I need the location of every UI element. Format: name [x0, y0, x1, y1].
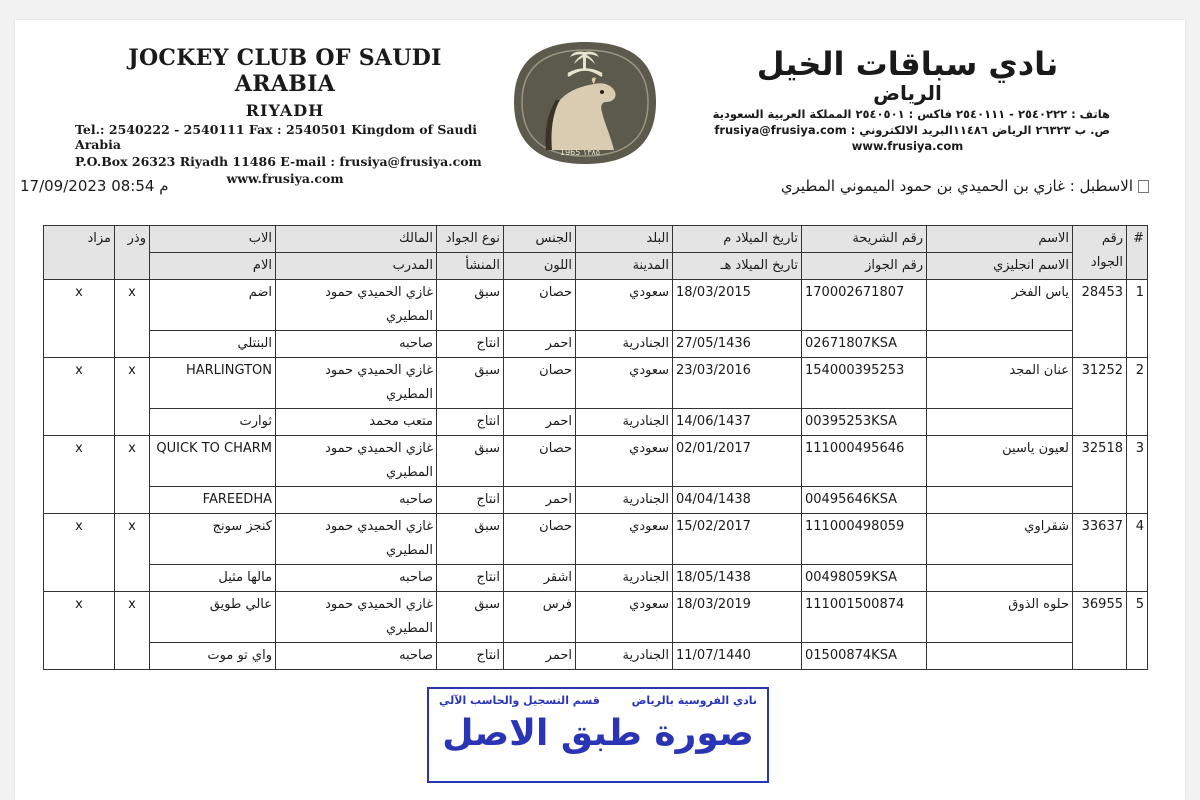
stable-label: [781, 177, 1149, 195]
col-country: البلد: [576, 226, 673, 253]
cell-gender: حصان: [504, 436, 576, 487]
website-ar: www.frusiya.com: [851, 139, 964, 153]
col-origin: المنشأ: [437, 253, 504, 280]
cell-trainer: صاحبه: [276, 565, 437, 592]
cell-color: احمر: [504, 643, 576, 670]
club-title-ar: نادي سباقات الخيل: [756, 45, 1059, 83]
cell-sire: اضم: [150, 280, 276, 331]
cell-trainer: صاحبه: [276, 331, 437, 358]
document-page: [15, 20, 1185, 800]
col-birth-h: تاريخ الميلاد هـ: [673, 253, 802, 280]
cell-name-en: [927, 565, 1073, 592]
cell-type: سبق: [437, 592, 504, 643]
cell-horse-number: 33637: [1073, 514, 1127, 592]
cell-type: سبق: [437, 280, 504, 331]
col-auction: مزاد: [44, 226, 115, 280]
cell-auction: x: [44, 592, 115, 670]
cell-birth-h: 18/05/1438: [673, 565, 802, 592]
cell-name-en: [927, 331, 1073, 358]
cell-name-en: [927, 487, 1073, 514]
cell-color: احمر: [504, 331, 576, 358]
table-row-sub: [44, 331, 1148, 358]
cell-type: سبق: [437, 436, 504, 487]
cell-color: اشقر: [504, 565, 576, 592]
cell-name: حلوه الذوق: [927, 592, 1073, 643]
col-gender: الجنس: [504, 226, 576, 253]
cell-chip: 170002671807: [802, 280, 927, 331]
table-row: [44, 592, 1148, 643]
cell-wathr: x: [115, 592, 150, 670]
cell-name: لعيون ياسين: [927, 436, 1073, 487]
col-passport: رقم الجواز: [802, 253, 927, 280]
club-city-ar: الرياض: [873, 81, 942, 105]
cell-sire: HARLINGTON: [150, 358, 276, 409]
cell-gender: حصان: [504, 514, 576, 565]
contact-line-ar-2: ص. ب ٢٦٣٢٣ الرياض ١١٤٨٦البريد الالكتروني : frusiya@frusiya.com: [714, 123, 1110, 137]
cell-type: سبق: [437, 514, 504, 565]
table-row-sub: [44, 643, 1148, 670]
col-type: نوع الجواد: [437, 226, 504, 253]
cell-birth-g: 18/03/2015: [673, 280, 802, 331]
cell-dam: واي تو موت: [150, 643, 276, 670]
cell-sire: عالي طويق: [150, 592, 276, 643]
club-city-en: RIYADH: [245, 101, 325, 120]
cell-horse-number: 36955: [1073, 592, 1127, 670]
cell-birth-g: 15/02/2017: [673, 514, 802, 565]
cell-name: شقراوي: [927, 514, 1073, 565]
cell-color: احمر: [504, 409, 576, 436]
cell-wathr: x: [115, 280, 150, 358]
table-row: [44, 436, 1148, 487]
col-horse-number: رقم الجواد: [1073, 226, 1127, 280]
cell-auction: x: [44, 358, 115, 436]
cell-city: الجنادرية: [576, 565, 673, 592]
cell-birth-h: 04/04/1438: [673, 487, 802, 514]
cell-origin: انتاج: [437, 643, 504, 670]
cell-name: عنان المجد: [927, 358, 1073, 409]
col-trainer: المدرب: [276, 253, 437, 280]
cell-index: 5: [1127, 592, 1148, 670]
col-chip: رقم الشريحة: [802, 226, 927, 253]
col-color: اللون: [504, 253, 576, 280]
table-row-sub: [44, 409, 1148, 436]
table-row: [44, 358, 1148, 409]
col-owner: المالك: [276, 226, 437, 253]
cell-origin: انتاج: [437, 565, 504, 592]
cell-trainer: صاحبه: [276, 487, 437, 514]
cell-gender: حصان: [504, 280, 576, 331]
cell-city: الجنادرية: [576, 487, 673, 514]
cell-dam: ثوارت: [150, 409, 276, 436]
cell-country: سعودي: [576, 436, 673, 487]
col-city: المدينة: [576, 253, 673, 280]
cell-dam: FAREEDHA: [150, 487, 276, 514]
print-datetime: 17/09/2023 08:54 م: [20, 177, 169, 195]
contact-line-ar-1: هاتف : ٢٥٤٠٢٢٢ - ٢٥٤٠١١١ فاكس : ٢٥٤٠٥٠١ المملكة العربية السعودية: [712, 107, 1110, 121]
table-row-sub: [44, 487, 1148, 514]
cell-horse-number: 31252: [1073, 358, 1127, 436]
cell-passport: 00395253KSA: [802, 409, 927, 436]
col-birth-g: تاريخ الميلاد م: [673, 226, 802, 253]
header-row-2: [44, 253, 1148, 280]
cell-chip: 111000498059: [802, 514, 927, 565]
cell-auction: x: [44, 436, 115, 514]
cell-city: الجنادرية: [576, 331, 673, 358]
col-wathr: وذر: [115, 226, 150, 280]
cell-sire: QUICK TO CHARM: [150, 436, 276, 487]
table-row: [44, 280, 1148, 331]
cell-type: سبق: [437, 358, 504, 409]
cell-origin: انتاج: [437, 331, 504, 358]
cell-name-en: [927, 409, 1073, 436]
cell-passport: 01500874KSA: [802, 643, 927, 670]
cell-owner: غازي الحميدي حمود المطيري: [276, 358, 437, 409]
cell-trainer: صاحبه: [276, 643, 437, 670]
col-index: #: [1127, 226, 1148, 280]
contact-line-en-2: P.O.Box 26323 Riyadh 11486 E-mail : frusiya@frusiya.com: [75, 154, 482, 169]
cell-city: الجنادرية: [576, 409, 673, 436]
cell-birth-g: 18/03/2019: [673, 592, 802, 643]
contact-line-en-1: Tel.: 2540222 - 2540111 Fax : 2540501 Kingdom of Saudi Arabia: [75, 122, 478, 152]
logo-years: 1965 ١٣٨٥: [560, 148, 601, 157]
cell-chip: 111001500874: [802, 592, 927, 643]
table-row: [44, 514, 1148, 565]
cell-chip: 154000395253: [802, 358, 927, 409]
cell-index: 3: [1127, 436, 1148, 514]
table-row-sub: [44, 565, 1148, 592]
cell-chip: 111000495646: [802, 436, 927, 487]
cell-trainer: متعب محمد: [276, 409, 437, 436]
website-en: www.frusiya.com: [226, 171, 344, 186]
cell-passport: 00495646KSA: [802, 487, 927, 514]
stamp-main-text: صورة طبق الاصل: [442, 713, 754, 754]
cell-country: سعودي: [576, 514, 673, 565]
col-name-en: الاسم انجليزي: [927, 253, 1073, 280]
cell-owner: غازي الحميدي حمود المطيري: [276, 436, 437, 487]
cell-city: الجنادرية: [576, 643, 673, 670]
cell-dam: البنتلي: [150, 331, 276, 358]
cell-country: سعودي: [576, 280, 673, 331]
cell-sire: كنجز سونج: [150, 514, 276, 565]
cell-passport: 02671807KSA: [802, 331, 927, 358]
cell-birth-g: 23/03/2016: [673, 358, 802, 409]
cell-birth-h: 11/07/1440: [673, 643, 802, 670]
col-sire: الاب: [150, 226, 276, 253]
cell-wathr: x: [115, 358, 150, 436]
cell-birth-h: 27/05/1436: [673, 331, 802, 358]
club-logo: [510, 38, 660, 168]
checkbox-glyph-icon: [1138, 180, 1149, 193]
cell-birth-h: 14/06/1437: [673, 409, 802, 436]
cell-horse-number: 28453: [1073, 280, 1127, 358]
cell-dam: مالها مثيل: [150, 565, 276, 592]
col-dam: الام: [150, 253, 276, 280]
cell-origin: انتاج: [437, 409, 504, 436]
stamp-department: قسم التسجيل والحاسب الآلي: [439, 694, 600, 707]
cell-owner: غازي الحميدي حمود المطيري: [276, 280, 437, 331]
col-name: الاسم: [927, 226, 1073, 253]
cell-auction: x: [44, 280, 115, 358]
cell-birth-g: 02/01/2017: [673, 436, 802, 487]
cell-passport: 00498059KSA: [802, 565, 927, 592]
cell-auction: x: [44, 514, 115, 592]
stable-name: الاسطبل : غازي بن الحميدي بن حمود الميموني المطيري: [780, 177, 1133, 195]
cell-country: سعودي: [576, 592, 673, 643]
horses-table: [43, 225, 1148, 670]
cell-horse-number: 32518: [1073, 436, 1127, 514]
cell-color: احمر: [504, 487, 576, 514]
cell-gender: حصان: [504, 358, 576, 409]
header-arabic: [705, 45, 1110, 153]
header-row-1: [44, 226, 1148, 253]
cell-name-en: [927, 643, 1073, 670]
club-title-en: JOCKEY CLUB OF SAUDI ARABIA: [128, 45, 442, 97]
cell-name: ياس الفخر: [927, 280, 1073, 331]
header-english: [75, 45, 495, 186]
cell-gender: فرس: [504, 592, 576, 643]
cell-country: سعودي: [576, 358, 673, 409]
stamp-club-name: نادي الفروسية بالرياض: [631, 694, 757, 707]
cell-index: 1: [1127, 280, 1148, 358]
cell-owner: غازي الحميدي حمود المطيري: [276, 592, 437, 643]
cell-wathr: x: [115, 514, 150, 592]
cell-wathr: x: [115, 436, 150, 514]
cell-origin: انتاج: [437, 487, 504, 514]
certified-copy-stamp: [427, 687, 769, 783]
cell-index: 4: [1127, 514, 1148, 592]
cell-owner: غازي الحميدي حمود المطيري: [276, 514, 437, 565]
cell-index: 2: [1127, 358, 1148, 436]
